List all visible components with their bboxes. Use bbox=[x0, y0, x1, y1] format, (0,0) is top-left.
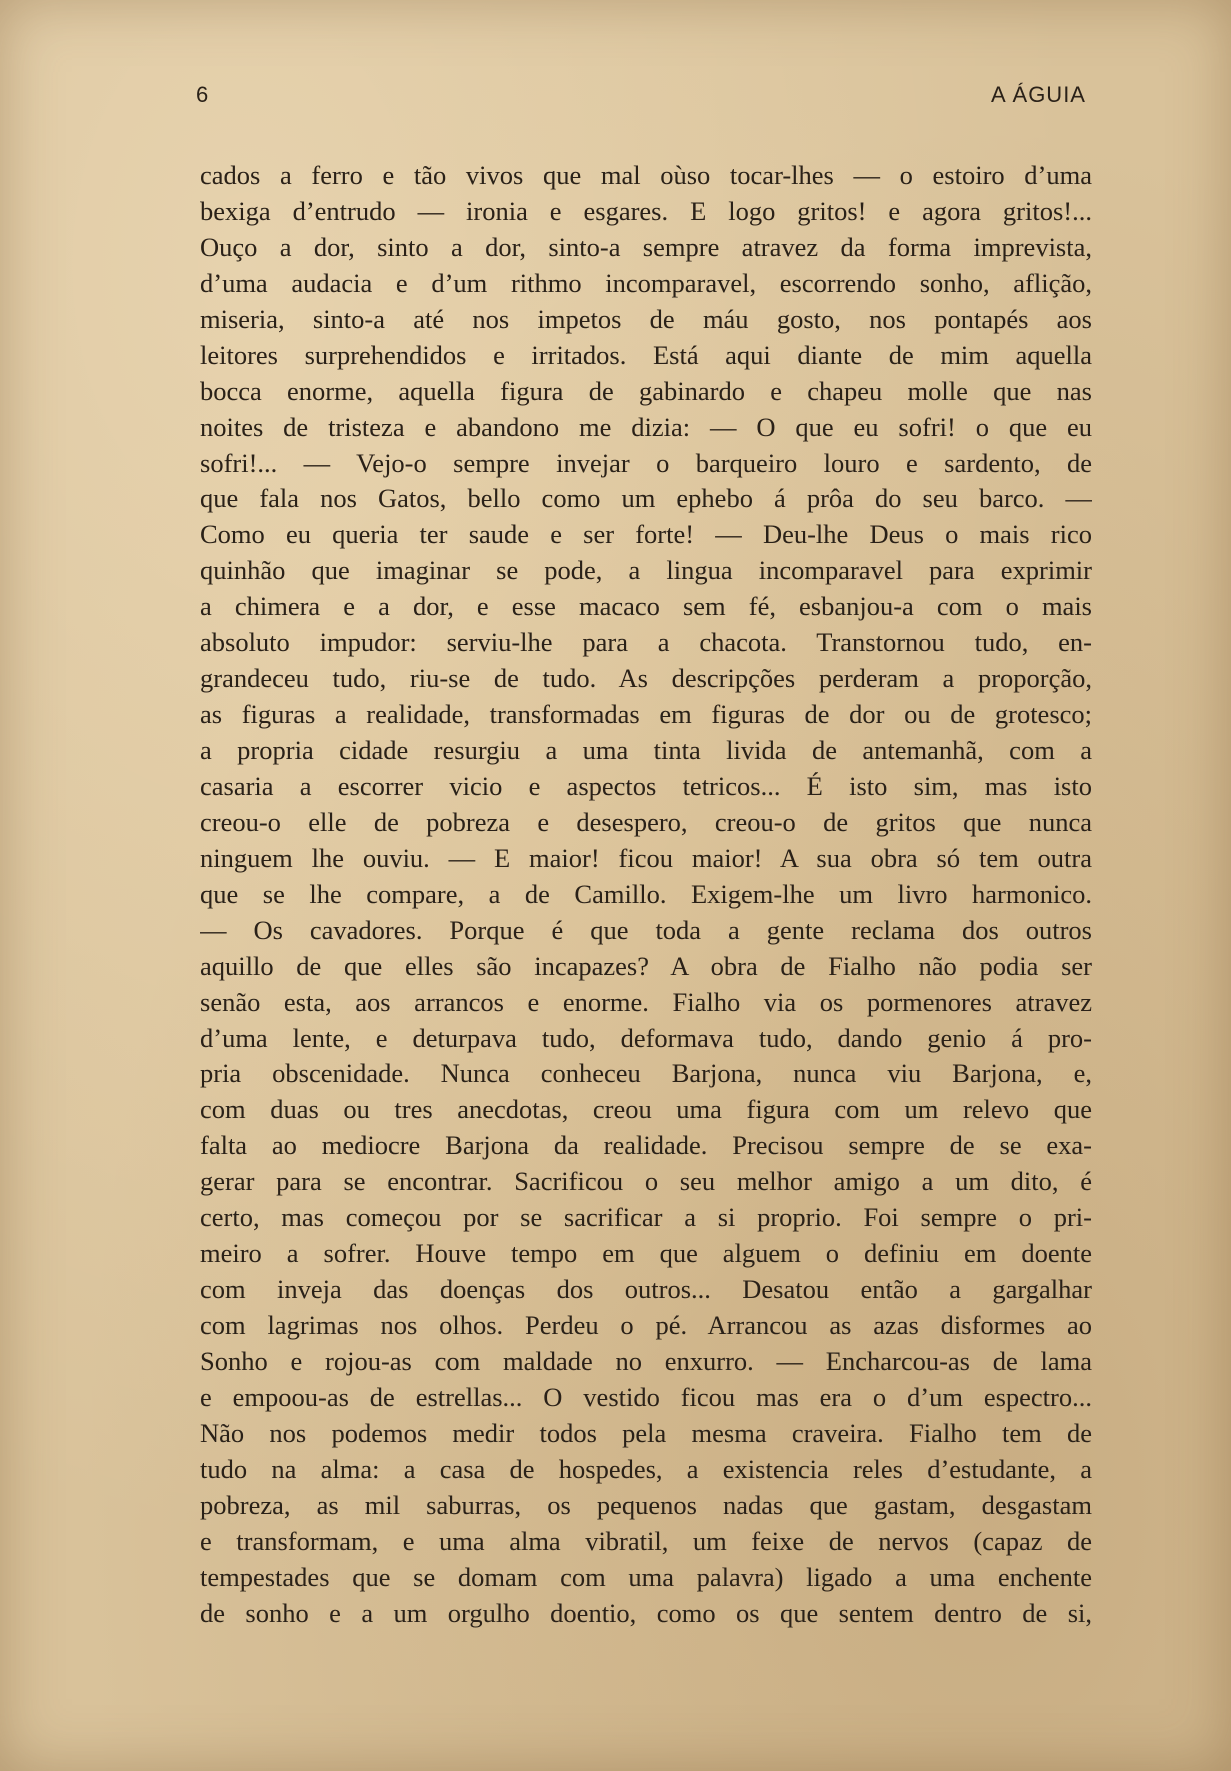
page-number: 6 bbox=[196, 82, 209, 107]
text-line: as figuras a realidade, transformadas em figuras de dor ou de grotesco; bbox=[200, 699, 1092, 730]
text-line: Sonho e rojou-as com maldade no enxurro. — Encharcou-as de lama bbox=[200, 1345, 1092, 1376]
text-line: pria obscenidade. Nunca conheceu Barjona, nunca viu Barjona, e, bbox=[200, 1058, 1092, 1089]
text-line: aquillo de que elles são incapazes? A obra de Fialho não podia ser bbox=[200, 950, 1092, 981]
page-header bbox=[196, 82, 1086, 116]
text-line: cados a ferro e tão vivos que mal oùso tocar-lhes — o estoiro d’uma bbox=[200, 160, 1092, 190]
text-line: miseria, sinto-a até nos impetos de máu gosto, nos pontapés aos bbox=[200, 303, 1092, 334]
running-title: A ÁGUIA bbox=[990, 82, 1086, 107]
text-line: tudo na alma: a casa de hospedes, a existencia reles d’estudante, a bbox=[200, 1453, 1092, 1484]
text-line: grandeceu tudo, riu-se de tudo. As descripções perderam a proporção, bbox=[200, 663, 1092, 694]
text-line: certo, mas começou por se sacrificar a si proprio. Foi sempre o pri- bbox=[200, 1202, 1092, 1233]
text-line: Ouço a dor, sinto a dor, sinto-a sempre atravez da forma imprevista, bbox=[200, 231, 1092, 262]
text-line: senão esta, aos arrancos e enorme. Fialho via os pormenores atravez bbox=[200, 986, 1092, 1017]
text-line: d’uma lente, e deturpava tudo, deformava tudo, dando genio á pro- bbox=[200, 1022, 1092, 1053]
text-line: e empoou-as de estrellas... O vestido ficou mas era o d’um espectro... bbox=[200, 1381, 1092, 1412]
text-line: bocca enorme, aquella figura de gabinardo e chapeu molle que nas bbox=[200, 375, 1092, 406]
text-line: com duas ou tres anecdotas, creou uma figura com um relevo que bbox=[200, 1094, 1092, 1125]
body-text bbox=[200, 158, 1092, 1631]
text-line: meiro a sofrer. Houve tempo em que alguem o definiu em doente bbox=[200, 1238, 1092, 1269]
text-line: que se lhe compare, a de Camillo. Exigem-lhe um livro harmonico. bbox=[200, 878, 1092, 909]
text-line: — Os cavadores. Porque é que toda a gente reclama dos outros bbox=[200, 914, 1092, 945]
text-line: que fala nos Gatos, bello como um ephebo á prôa do seu barco. — bbox=[200, 483, 1092, 514]
text-line: absoluto impudor: serviu-lhe para a chacota. Transtornou tudo, en- bbox=[200, 627, 1092, 658]
text-line: e transformam, e uma alma vibratil, um feixe de nervos (capaz de bbox=[200, 1525, 1092, 1556]
text-line: com inveja das doenças dos outros... Desatou então a gargalhar bbox=[200, 1274, 1092, 1305]
text-line: d’uma audacia e d’um rithmo incomparavel, escorrendo sonho, aflição, bbox=[200, 267, 1092, 298]
text-line: noites de tristeza e abandono me dizia: — O que eu sofri! o que eu bbox=[200, 411, 1092, 442]
text-line: creou-o elle de pobreza e desespero, creou-o de gritos que nunca bbox=[200, 806, 1092, 837]
text-line: ninguem lhe ouviu. — E maior! ficou maior! A sua obra só tem outra bbox=[200, 842, 1092, 873]
text-line: falta ao mediocre Barjona da realidade. Precisou sempre de se exa- bbox=[200, 1130, 1092, 1161]
text-line: com lagrimas nos olhos. Perdeu o pé. Arrancou as azas disformes ao bbox=[200, 1310, 1092, 1340]
text-line: a propria cidade resurgiu a uma tinta livida de antemanhã, com a bbox=[200, 735, 1092, 765]
text-line: bexiga d’entrudo — ironia e esgares. E logo gritos! e agora gritos!... bbox=[200, 195, 1092, 226]
text-line: gerar para se encontrar. Sacrificou o seu melhor amigo a um dito, é bbox=[200, 1166, 1092, 1197]
text-line: casaria a escorrer vicio e aspectos tetricos... É isto sim, mas isto bbox=[200, 770, 1092, 801]
text-line: quinhão que imaginar se pode, a lingua incomparavel para exprimir bbox=[200, 555, 1092, 586]
text-line: leitores surprehendidos e irritados. Está aqui diante de mim aquella bbox=[200, 339, 1092, 370]
text-line: Como eu queria ter saude e ser forte! — Deu-lhe Deus o mais rico bbox=[200, 519, 1092, 550]
text-line: tempestades que se domam com uma palavra) ligado a uma enchente bbox=[200, 1561, 1092, 1592]
text-line: Não nos podemos medir todos pela mesma craveira. Fialho tem de bbox=[200, 1417, 1092, 1448]
text-line: pobreza, as mil saburras, os pequenos nadas que gastam, desgastam bbox=[200, 1489, 1092, 1520]
text-line: a chimera e a dor, e esse macaco sem fé, esbanjou-a com o mais bbox=[200, 591, 1092, 622]
text-line: sofri!... — Vejo-o sempre invejar o barqueiro louro e sardento, de bbox=[200, 447, 1092, 478]
text-line: de sonho e a um orgulho doentio, como os que sentem dentro de si, bbox=[200, 1597, 1092, 1628]
